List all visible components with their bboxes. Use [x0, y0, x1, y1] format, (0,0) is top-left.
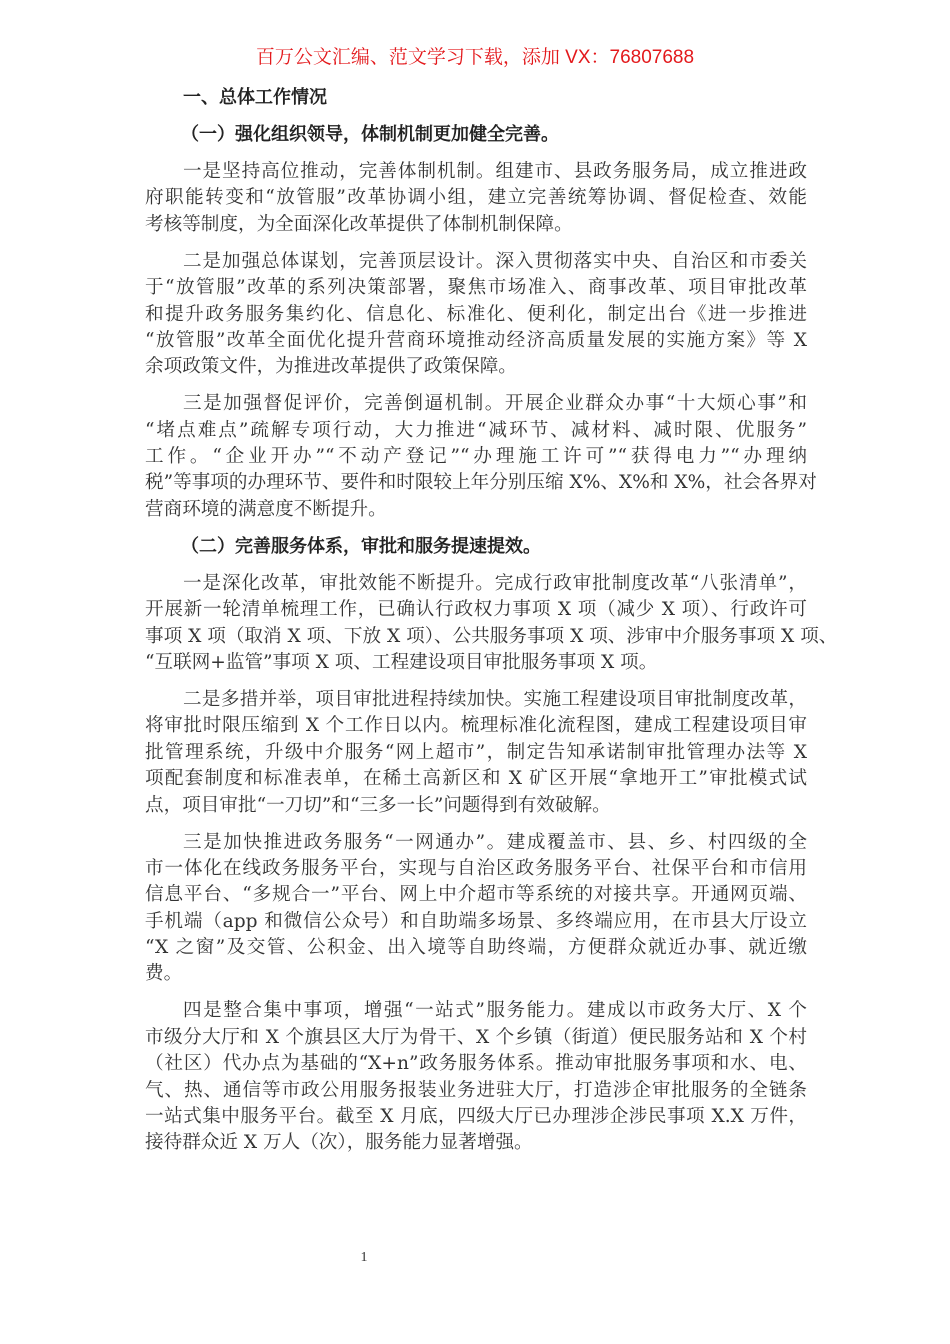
paragraph-line: （社区）代办点为基础的“X+n”政务服务体系。推动审批服务事项和水、电、: [145, 1053, 807, 1075]
paragraph-line: “放管服”改革全面优化提升营商环境推动经济高质量发展的实施方案》等 X: [145, 329, 807, 351]
subsection-heading: （二）完善服务体系，审批和服务提速提效。: [181, 535, 541, 557]
paragraph-line: 工作。“企业开办”“不动产登记”“办理施工许可”“获得电力”“办理纳: [145, 446, 807, 468]
paragraph-line: “互联网+监管”事项 X 项、工程建设项目审批服务事项 X 项。: [145, 651, 658, 673]
paragraph-line: 四是整合集中事项，增强“一站式”服务能力。建成以市政务大厅、X 个: [183, 1000, 807, 1022]
paragraph-line: “堵点难点”疏解专项行动，大力推进“减环节、减材料、减时限、优服务”: [145, 419, 807, 441]
subsection-heading: （一）强化组织领导，体制机制更加健全完善。: [181, 123, 559, 145]
paragraph-line: 三是加快推进政务服务“一网通办”。建成覆盖市、县、乡、村四级的全: [183, 831, 807, 853]
paragraph-line: 市级分大厅和 X 个旗县区大厅为骨干、X 个乡镇（街道）便民服务站和 X 个村: [145, 1026, 807, 1048]
paragraph-line: 气、热、通信等市政公用服务报装业务进驻大厅，打造涉企审批服务的全链条: [145, 1079, 807, 1101]
paragraph-line: 二是加强总体谋划，完善顶层设计。深入贯彻落实中央、自治区和市委关: [183, 250, 807, 272]
page-number: 1: [360, 1250, 368, 1265]
paragraph-line: 考核等制度，为全面深化改革提供了体制机制保障。: [145, 213, 573, 235]
paragraph-line: 手机端（app 和微信公众号）和自助端多场景、多终端应用，在市县大厅设立: [145, 910, 807, 932]
paragraph-line: 开展新一轮清单梳理工作，已确认行政权力事项 X 项（减少 X 项）、行政许可: [145, 599, 807, 621]
paragraph-line: 二是多措并举，项目审批进程持续加快。实施工程建设项目审批制度改革，: [183, 688, 807, 710]
paragraph-line: 于“放管服”改革的系列决策部署，聚焦市场准入、商事改革、项目审批改革: [145, 277, 807, 299]
paragraph-line: 批管理系统，升级中介服务“网上超市”，制定告知承诺制审批管理办法等 X: [145, 741, 807, 763]
paragraph: [145, 159, 807, 238]
paragraph-line: 费。: [145, 963, 183, 985]
paragraph: [145, 998, 807, 1156]
paragraph-line: 余项政策文件，为推进改革提供了政策保障。: [145, 356, 517, 378]
paragraph: [145, 391, 817, 523]
paragraph-line: 营商环境的满意度不断提升。: [145, 498, 387, 520]
paragraph-line: 和提升政务服务集约化、信息化、标准化、便利化，制定出台《进一步推进: [145, 303, 807, 325]
paragraph: [145, 571, 838, 677]
paragraph-line: 税”等事项的办理环节、要件和时限较上年分别压缩 X%、X%和 X%，社会各界对: [145, 472, 817, 494]
paragraph-line: 一站式集中服务平台。截至 X 月底，四级大厅已办理涉企涉民事项 X.X 万件，: [145, 1106, 807, 1128]
section-heading: 一、总体工作情况: [183, 87, 327, 108]
paragraph-line: 市一体化在线政务服务平台，实现与自治区政务服务平台、社保平台和市信用: [145, 857, 807, 879]
paragraph-line: 将审批时限压缩到 X 个工作日以内。梳理标准化流程图，建成工程建设项目审: [145, 715, 807, 737]
paragraph-line: “X 之窗”及交管、公积金、出入境等自助终端，方便群众就近办事、就近缴: [145, 937, 807, 959]
paragraph: [145, 830, 807, 988]
paragraph-line: 一是深化改革，审批效能不断提升。完成行政审批制度改革“八张清单”，: [183, 572, 807, 594]
paragraph-line: 事项 X 项（取消 X 项、下放 X 项）、公共服务事项 X 项、涉审中介服务事项 X 项、: [145, 625, 838, 647]
paragraph-line: 点，项目审批“一刀切”和“三多一长”问题得到有效破解。: [145, 794, 611, 816]
paragraph-line: 信息平台、“多规合一”平台、网上中介超市等系统的对接共享。开通网页端、: [145, 884, 807, 906]
paragraph-line: 一是坚持高位推动，完善体制机制。组建市、县政务服务局，成立推进政: [183, 160, 807, 182]
watermark-banner: 百万公文汇编、范文学习下载，添加 VX：76807688: [255, 47, 695, 68]
paragraph-line: 府职能转变和“放管服”改革协调小组，建立完善统筹协调、督促检查、效能: [145, 187, 807, 209]
document-body: [145, 85, 838, 1167]
paragraph-line: 项配套制度和标准表单，在稀土高新区和 X 矿区开展“拿地开工”审批模式试: [145, 768, 807, 790]
paragraph-line: 接待群众近 X 万人（次），服务能力显著增强。: [145, 1132, 533, 1154]
paragraph-line: 三是加强督促评价，完善倒逼机制。开展企业群众办事“十大烦心事”和: [183, 393, 807, 415]
paragraph: [145, 687, 807, 819]
paragraph: [145, 249, 807, 381]
